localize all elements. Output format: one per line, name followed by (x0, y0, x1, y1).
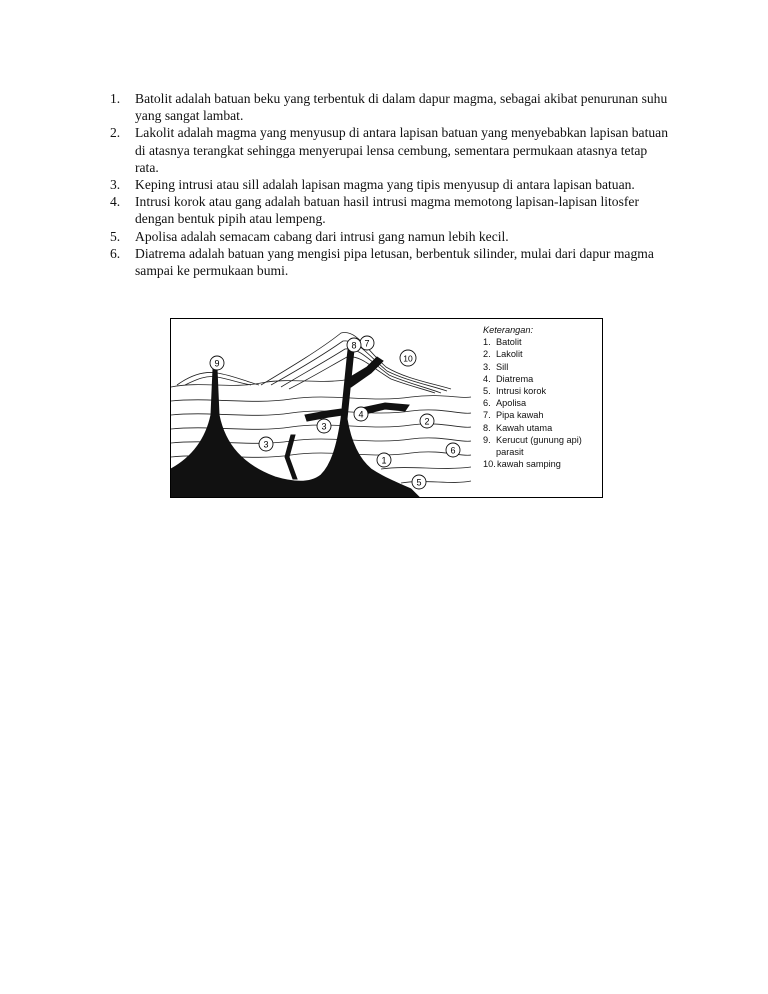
callout-9 (210, 356, 224, 370)
legend-item (483, 373, 599, 385)
legend-item (483, 385, 599, 397)
svg-text:1: 1 (381, 455, 387, 466)
legend-number: 6. (483, 398, 491, 409)
callout-8 (347, 338, 361, 352)
callout-7 (360, 336, 374, 350)
callout-2 (420, 414, 434, 428)
svg-text:2: 2 (424, 416, 430, 427)
legend-text: Apolisa (496, 398, 527, 409)
definition-list (110, 90, 670, 279)
list-number: 2. (110, 125, 121, 141)
list-text: Diatrema adalah batuan yang mengisi pipa letusan, berbentuk silinder, mulai dari dapur magma sampai ke permukaan bumi. (135, 245, 654, 279)
list-text: Lakolit adalah magma yang menyusup di antara lapisan batuan yang menyebabkan lapisan batuan di atasnya terangkat sehingga menyerupai lensa cembung, sementara permukaan atasnya tetap rata. (135, 125, 668, 175)
legend-items (483, 336, 599, 470)
callout-6 (446, 443, 460, 457)
legend-item (483, 409, 599, 421)
legend-item (483, 434, 599, 458)
legend-item (483, 336, 599, 348)
list-number: 3. (110, 177, 121, 193)
svg-text:4: 4 (358, 409, 364, 420)
list-number: 4. (110, 194, 121, 210)
legend-text: Kerucut (gunung api) parasit (496, 434, 582, 458)
list-item (110, 245, 670, 279)
callout-5 (412, 475, 426, 489)
diagram-legend (483, 324, 599, 470)
svg-text:8: 8 (351, 340, 357, 351)
legend-number: 1. (483, 337, 491, 348)
legend-number: 3. (483, 361, 491, 372)
list-text: Apolisa adalah semacam cabang dari intrusi gang namun lebih kecil. (135, 228, 509, 244)
legend-text: Lakolit (496, 349, 523, 360)
legend-text: Pipa kawah (496, 410, 544, 421)
legend-number: 9. (483, 434, 491, 445)
legend-number: 7. (483, 410, 491, 421)
callout-10 (400, 350, 416, 366)
legend-text: Diatrema (496, 373, 534, 384)
svg-text:3: 3 (321, 421, 327, 432)
list-number: 5. (110, 228, 121, 244)
svg-text:7: 7 (364, 338, 370, 349)
svg-text:6: 6 (450, 445, 456, 456)
list-item (110, 176, 670, 193)
callout-3b (317, 419, 331, 433)
callout-1 (377, 453, 391, 467)
svg-text:10: 10 (403, 353, 413, 364)
list-item (110, 124, 670, 176)
legend-item (483, 422, 599, 434)
legend-item (483, 348, 599, 360)
svg-text:9: 9 (214, 358, 220, 369)
legend-item (483, 361, 599, 373)
legend-number: 2. (483, 349, 491, 360)
callout-4 (354, 407, 368, 421)
legend-text: Sill (496, 361, 509, 372)
legend-text: kawah samping (497, 459, 561, 470)
legend-number: 10. (483, 459, 496, 470)
legend-number: 5. (483, 386, 491, 397)
list-item (110, 193, 670, 227)
list-number: 1. (110, 91, 121, 106)
list-text: Intrusi korok atau gang adalah batuan hasil intrusi magma memotong lapisan-lapisan litosfer dengan bentuk pipih atau lempeng. (135, 194, 639, 227)
legend-number: 8. (483, 422, 491, 433)
list-item (110, 228, 670, 245)
svg-text:3: 3 (263, 439, 269, 450)
list-text: Keping intrusi atau sill adalah lapisan magma yang tipis menyusup di antara lapisan batuan. (135, 177, 635, 193)
volcano-cross-section (171, 319, 481, 498)
list-text: Batolit adalah batuan beku yang terbentuk di dalam dapur magma, sebagai akibat penurunan suhu yang sangat lambat. (135, 91, 668, 124)
legend-item (483, 397, 599, 409)
legend-text: Kawah utama (496, 422, 553, 433)
list-item (110, 90, 670, 124)
legend-item (483, 458, 599, 470)
svg-text:5: 5 (416, 477, 422, 488)
legend-title: Keterangan: (483, 325, 534, 335)
volcano-diagram-figure (170, 318, 603, 498)
callout-3a (259, 437, 273, 451)
legend-text: Intrusi korok (496, 386, 547, 397)
list-number: 6. (110, 245, 121, 261)
legend-text: Batolit (496, 337, 522, 348)
legend-number: 4. (483, 373, 491, 384)
